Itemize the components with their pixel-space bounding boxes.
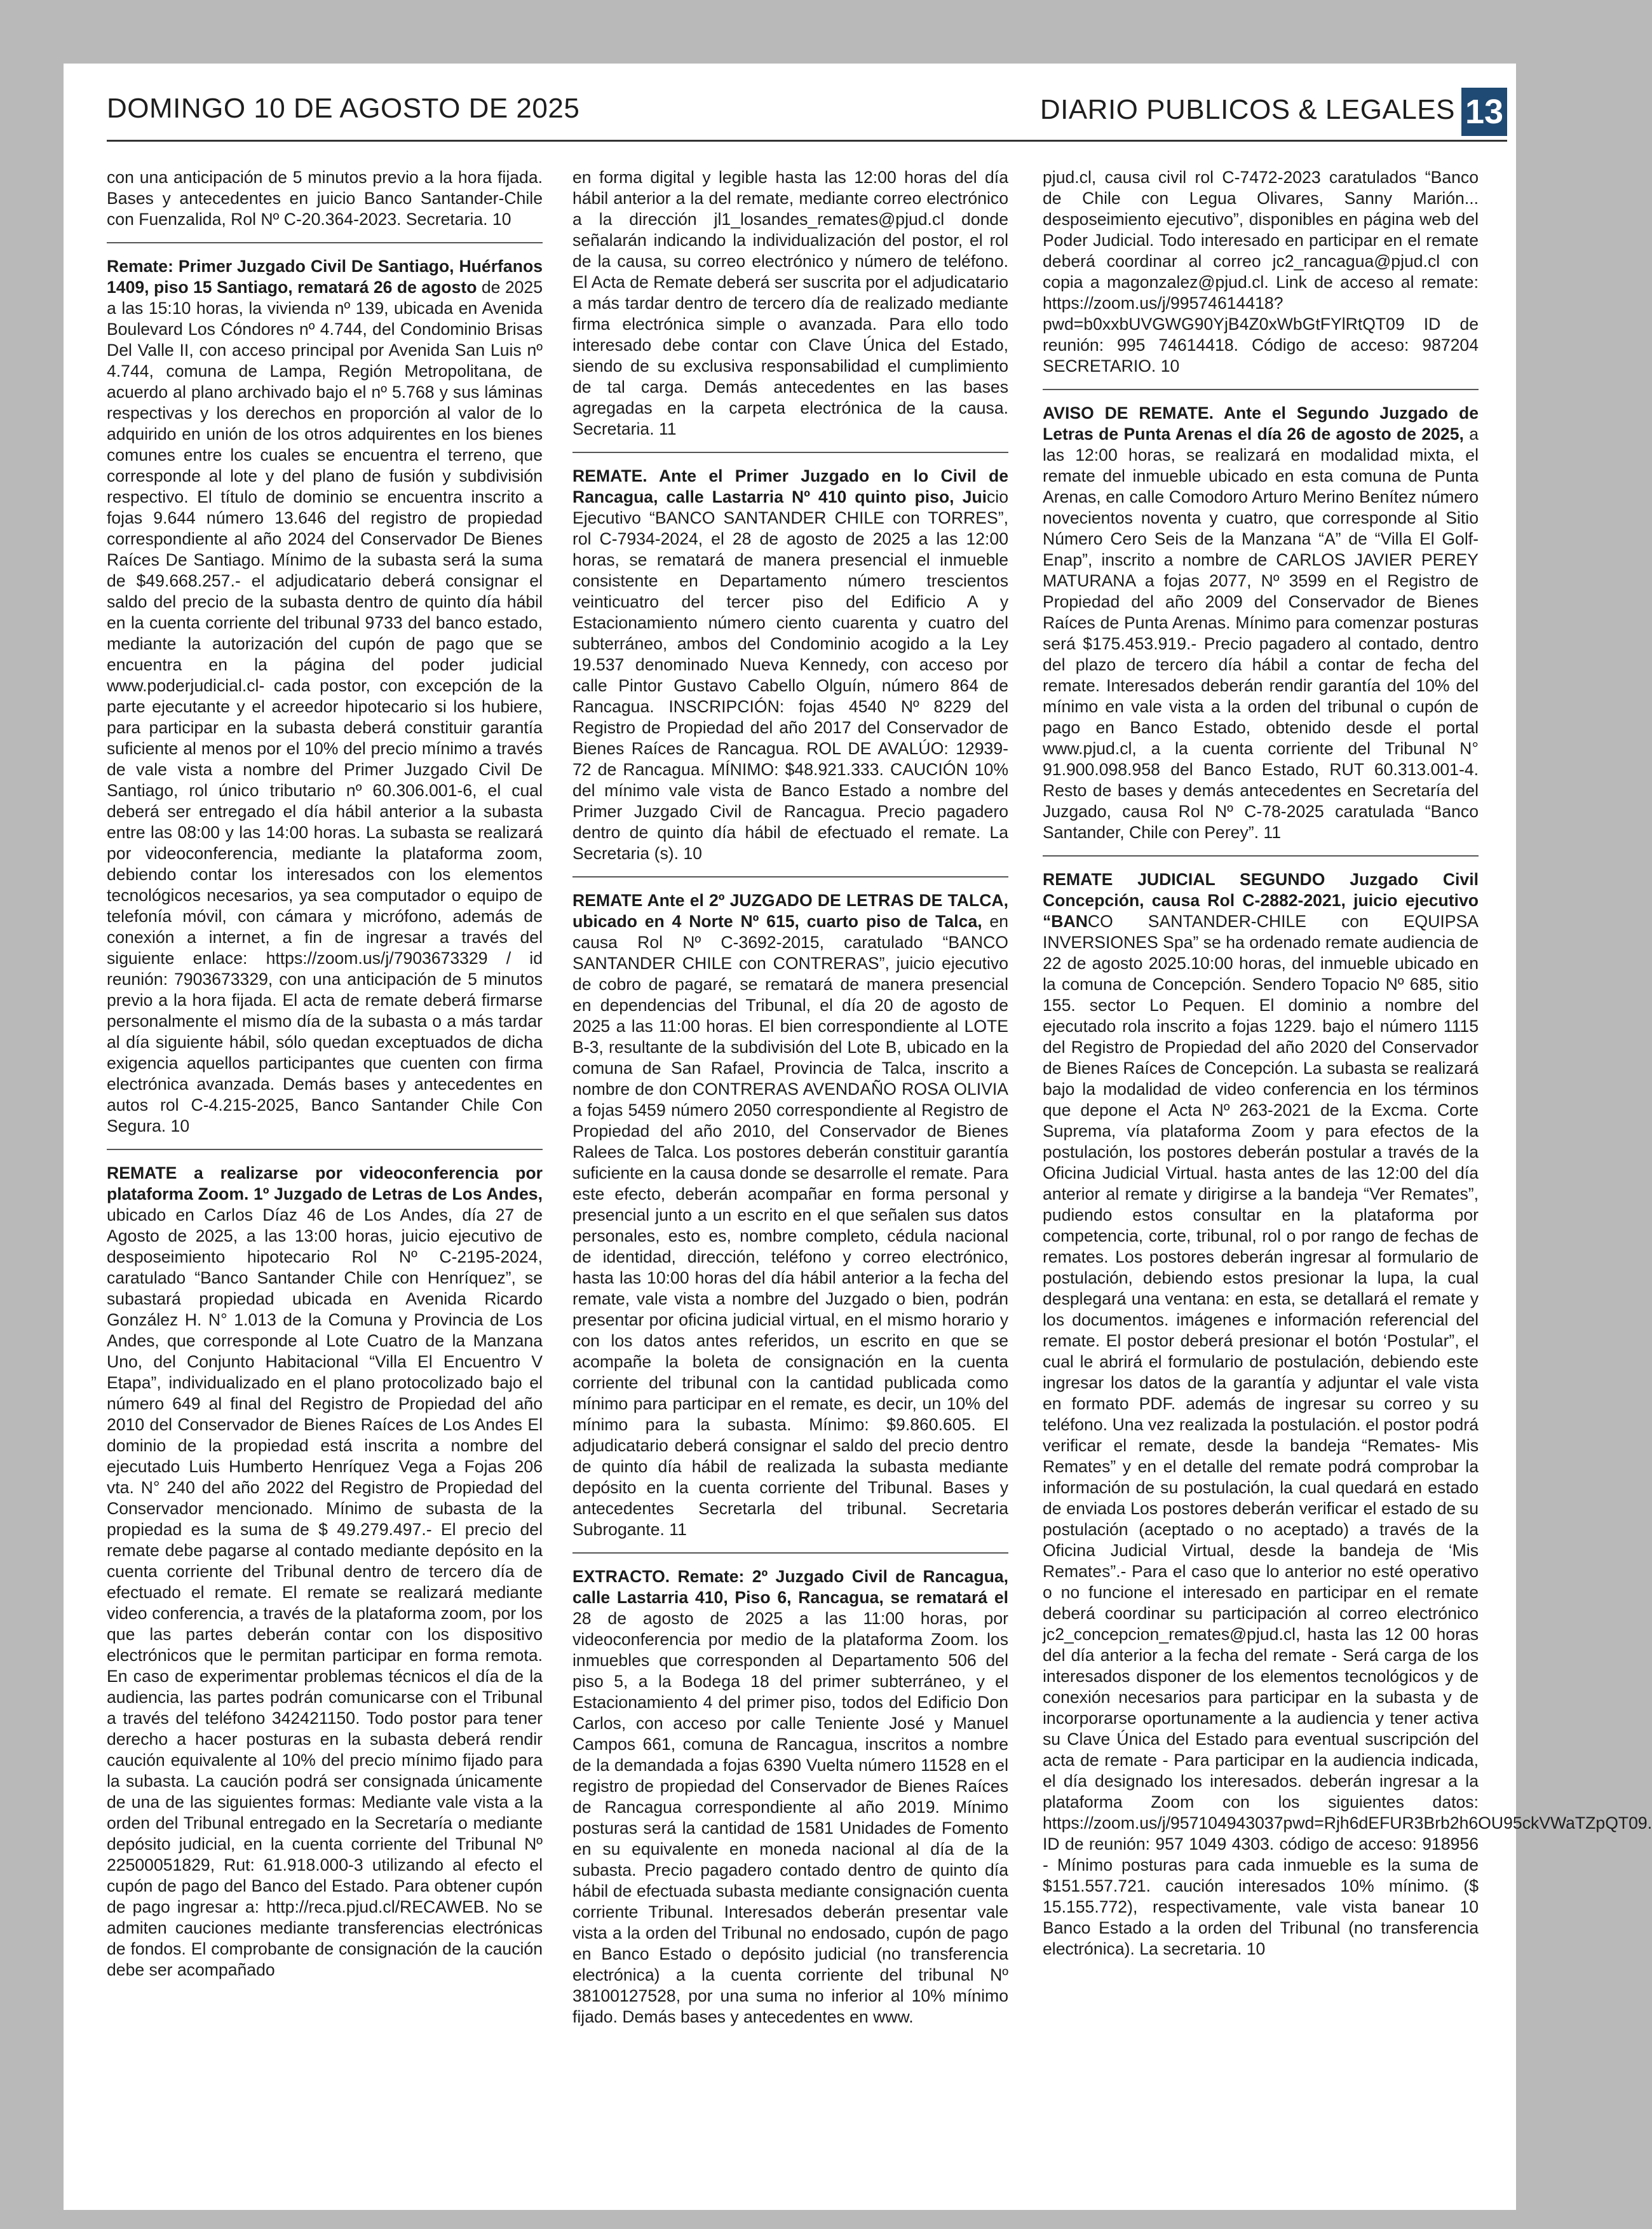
notice-body: con una anticipación de 5 minutos previo a la hora fijada. Bases y antecedentes en juicio Banco Santander-Chile con Fuenzalida, Rol Nº C-20.364-2023. Secretaria. 10	[107, 168, 543, 229]
notice-divider	[1043, 855, 1479, 857]
legal-notice	[572, 890, 1008, 1540]
notice-heading: EXTRACTO. Remate: 2º Juzgado Civil de Rancagua, calle Lastarria 410, Piso 6, Rancagua, se rematará el	[572, 1567, 1008, 1607]
notice-body: en causa Rol Nº C-3692-2015, caratulado “BANCO SANTANDER CHILE con CONTRERAS”, juicio ejecutivo de cobro de pagaré, se rematará de manera presencial en dependencias del Tribunal, el día 20 de agosto de 2025 a las 11:00 horas. El bien correspondiente al LOTE B-3, resultante de la subdivisión del Lote B, ubicado en la comuna de San Rafael, Provincia de Talca, inscrito a nombre de don CONTRERAS AVENDAÑO ROSA OLIVIA a fojas 5459 número 2050 correspondiente al Registro de Propiedad del año 2010, del Conservador de Bienes Ralees de Talca. Los postores deberán constituir garantía suficiente en la causa donde se desarrolle el remate. Para este efecto, deberán acompañar en forma personal y presencial junto a un escrito en el que señalen sus datos personales, esto es, nombre completo, cédula nacional de identidad, dirección, teléfono y correo electrónico, hasta las 10:00 horas del día hábil anterior a la fecha del remate, vale vista a nombre del Juzgado o bien, podrán presentar por oficina judicial virtual, en el mismo horario y con los datos antes referidos, un escrito en que se acompañe la boleta de consignación en la cuenta corriente del tribunal con la cantidad publicada como mínimo para participar en el remate, es decir, un 10% del mínimo para la subasta. Mínimo: $9.860.605. El adjudicatario deberá consignar el saldo del precio dentro de quinto día hábil de realizada la subasta mediante depósito en la cuenta corriente del Tribunal. Bases y antecedentes Secretarla del tribunal. Secretaria Subrogante. 11	[572, 912, 1008, 1539]
header-divider	[107, 140, 1507, 142]
notice-divider	[572, 452, 1008, 453]
notice-heading: REMATE. Ante el Primer Juzgado en lo Civil de Rancagua, calle Lastarria Nº 410 quinto piso, Jui	[572, 466, 1008, 506]
legal-notice	[107, 167, 543, 230]
issue-date: DOMINGO 10 DE AGOSTO DE 2025	[107, 93, 580, 124]
column-3	[1043, 167, 1652, 2188]
notice-divider	[1043, 389, 1479, 390]
notices-area	[107, 167, 1652, 2188]
notice-body: a las 12:00 horas, se realizará en modalidad mixta, el remate del inmueble ubicado en esta comuna de Punta Arenas, en calle Comodoro Arturo Merino Benítez número novecientos noventa y cuatro, que corresponde al Sitio Número Cero Seis de la Manzana “A” de “Villa El Golf- Enap”, inscrito a nombre de CARLOS JAVIER PEREY MATURANA a fojas 2077, Nº 3599 en el Registro de Propiedad del año 2009 del Conservador de Bienes Raíces de Punta Arenas. Mínimo para comenzar posturas será $175.453.919.- Precio pagadero al contado, dentro del plazo de tercero día hábil a contar de fecha del remate. Interesados deberán rendir garantía del 10% del mínimo en vale vista a la orden del tribunal o cupón de pago en Banco Estado, obtenido desde el portal www.pjud.cl, a la cuenta corriente del Tribunal N° 91.900.098.958 del Banco Estado, RUT 60.313.001-4. Resto de bases y demás antecedentes en Secretaría del Juzgado, causa Rol Nº C-78-2025 caratulada “Banco Santander, Chile con Perey”. 11	[1043, 424, 1479, 842]
notice-heading: REMATE JUDICIAL SEGUNDO Juzgado Civil Concepción, causa Rol C-2882-2021, juicio ejecutivo “BAN	[1043, 870, 1479, 931]
column-1	[107, 167, 543, 2188]
notice-body: cio Ejecutivo “BANCO SANTANDER CHILE con TORRES”, rol C-7934-2024, el 28 de agosto de 2025 a las 12:00 horas, se rematará de manera presencial el inmueble consistente en Departamento número trescientos veinticuatro del tercer piso del Edificio A y Estacionamiento número ciento cuarenta y cuatro del subterráneo, ambos del Condominio acogido a la Ley 19.537 denominado Nueva Kennedy, con acceso por calle Pintor Gustavo Cabello Olguín, número 864 de Rancagua. INSCRIPCIÓN: fojas 4540 Nº 8229 del Registro de Propiedad del año 2017 del Conservador de Bienes Raíces de Rancagua. ROL DE AVALÚO: 12939-72 de Rancagua. MÍNIMO: $48.921.333. CAUCIÓN 10% del mínimo vale vista de Banco Estado a nombre del Primer Juzgado Civil de Rancagua. Precio pagadero dentro de quinto día hábil de efectuado el remate. La Secretaria (s). 10	[572, 487, 1008, 863]
notice-heading: AVISO DE REMATE. Ante el Segundo Juzgado de Letras de Punta Arenas el día 26 de agosto de 2025,	[1043, 403, 1479, 444]
notice-divider	[572, 876, 1008, 877]
notice-heading: REMATE a realizarse por videoconferencia por plataforma Zoom. 1º Juzgado de Letras de Los Andes,	[107, 1163, 543, 1203]
page-header	[107, 89, 1507, 139]
notice-divider	[107, 242, 543, 243]
notice-body: de 2025 a las 15:10 horas, la vivienda nº 139, ubicada en Avenida Boulevard Los Cóndores nº 4.744, del Condominio Brisas Del Valle II, con acceso principal por Avenida San Luis nº 4.744, comuna de Lampa, Región Metropolitana, de acuerdo al plano archivado bajo el nº 5.768 y sus láminas respectivas y los derechos en proporción al valor de lo adquirido en unión de los otros adquirentes en los bienes comunes entre los cuales se encuentra el terreno, que corresponde al lote y del plano de fusión y subdivisión respectivo. El título de dominio se encuentra inscrito a fojas 9.644 número 13.646 del registro de propiedad correspondiente al año 2024 del Conservador De Bienes Raíces De Santiago. Mínimo de la subasta será la suma de $49.668.257.- el adjudicatario deberá consignar el saldo del precio de la subasta dentro de quinto día hábil en la cuenta corriente del tribunal 9733 del banco estado, mediante la autorización del cupón de pago que se encuentra en la página del poder judicial www.poderjudicial.cl- cada postor, con excepción de la parte ejecutante y el acreedor hipotecario si los hubiere, para participar en la subasta deberá constituir garantía suficiente al menos por el 10% del precio mínimo a través de vale vista a nombre del Primer Juzgado Civil De Santiago, rol único tributario nº 60.306.001-6, el cual deberá ser entregado el día hábil anterior a la subasta entre las 08:00 y las 14:00 horas. La subasta se realizará por videoconferencia, mediante la plataforma zoom, debiendo contar los interesados con los elementos tecnológicos necesarios, ya sea computador o equipo de telefonía móvil, con cámara y micrófono, además de conexión a internet, a fin de ingresar a través del siguiente enlace: https://zoom.us/j/7903673329 / id reunión: 7903673329, con una anticipación de 5 minutos previo a la hora fijada. El acta de remate deberá firmarse personalmente el mismo día de la subasta o a más tardar al día siguiente hábil, sólo quedan exceptuados de dicha exigencia aquellos participantes que cuenten con firma electrónica avanzada. Demás bases y antecedentes en autos rol C-4.215-2025, Banco Santander Chile Con Segura. 10	[107, 278, 543, 1135]
notice-body: CO SANTANDER-CHILE con EQUIPSA INVERSIONES Spa” se ha ordenado remate audiencia de 22 de agosto 2025.10:00 horas, del inmueble ubicado en la comuna de Concepción. Sendero Topacio Nº 685, sitio 155. sector Lo Pequen. El dominio a nombre del ejecutado rola inscrito a fojas 1229. bajo el número 1115 del Registro de Propiedad del año 2020 del Conservador de Bienes Raíces de Concepción. La subasta se realizará bajo la modalidad de video conferencia en los términos que depone el Acta Nº 263-2021 de la Excma. Corte Suprema, vía plataforma Zoom y para efectos de la postulación, los postores deberán postular a través de la Oficina Judicial Virtual. hasta antes de las 12:00 del día anterior al remate y dirigirse a la bandeja “Ver Remates”, pudiendo estos consultar en la plataforma por competencia, corte, tribunal, rol o por rango de fechas de remates. Los postores deberán ingresar al formulario de postulación, debiendo estos presionar la lupa, la cual desplegará una ventana: en esta, se detallará el remate y los documentos. imágenes e información referencial del remate. El postor deberá presionar el botón ‘Postular”, el cual le abrirá el formulario de postulación, debiendo este ingresar los datos de la garantía y adjuntar el vale vista en formato PDF. además de ingresar su correo y su teléfono. Una vez realizada la postulación. el postor podrá verificar el remate, desde la bandeja “Remates- Mis Remates” y en el detalle del remate podrá comprobar la información de su postulación, la cual quedará en estado de enviada Los postores deberán verificar el estado de su postulación (aceptado o no aceptado) a través de la Oficina Judicial Virtual, desde la bandeja de ‘Mis Remates”.- Para el caso que lo anterior no esté operativo o no funcione el interesado en participar en el remate deberá coordinar su participación al correo electrónico jc2_concepcion_remates@pjud.cl, hasta las 12 00 horas del día anterior a la fecha del remate - Será carga de los interesados disponer de los elementos tecnológicos y de conexión necesarios para participar en la subasta y de incorporarse oportunamente a la audiencia y tener activa su Clave Única del Estado para eventual suscripción del acta de remate - Para participar en la audiencia indicada, el día designado los interesados. deberán ingresar a la plataforma Zoom con los siguientes datos: https://zoom.us/j/957104943037pwd=Rjh6dEFUR3Brb2h6OU95ckVWaTZpQT09. ID de reunión: 957 1049 4303. código de acceso: 918956 - Mínimo posturas para cada inmueble es la suma de $151.557.721. caución interesados 10% mínimo. ($ 15.155.772), respectivamente, vale vista banear 10 Banco Estado a la orden del Tribunal (no transferencia electrónica). La secretaria. 10	[1043, 912, 1652, 1958]
legal-notice	[107, 1163, 543, 1981]
legal-notice	[572, 1566, 1008, 2028]
page-number-badge: 13	[1461, 88, 1507, 136]
notice-heading: Remate: Primer Juzgado Civil De Santiago, Huérfanos 1409, piso 15 Santiago, rematará 26 de agosto	[107, 257, 543, 297]
newspaper-page	[64, 64, 1652, 2210]
legal-notice	[107, 256, 543, 1137]
notice-body: ubicado en Carlos Díaz 46 de Los Andes, día 27 de Agosto de 2025, a las 13:00 horas, juicio ejecutivo de desposeimiento hipotecario Rol Nº C-2195-2024, caratulado “Banco Santander Chile con Henríquez”, se subastará propiedad ubicada en Avenida Ricardo González H. N° 1.013 de la Comuna y Provincia de Los Andes, que corresponde al Lote Cuatro de la Manzana Uno, del Conjunto Habitacional “Villa El Encuentro V Etapa”, individualizado en el plano protocolizado bajo el número 649 al final del Registro de Propiedad del año 2010 del Conservador de Bienes Raíces de Los Andes El dominio de la propiedad está inscrita a nombre del ejecutado Luis Humberto Henríquez Vega a Fojas 206 vta. N° 240 del año 2022 del Registro de Propiedad del Conservador mencionado. Mínimo de subasta de la propiedad es la suma de $ 49.279.497.- El precio del remate debe pagarse al contado mediante depósito en la cuenta corriente del Tribunal dentro de tercero día de efectuado el remate. El remate se realizará mediante video conferencia, a través de la plataforma zoom, por los que las partes deberán contar con los dispositivo electrónicos que le permitan participar en forma remota. En caso de experimentar problemas técnicos el día de la audiencia, las partes podrán comunicarse con el Tribunal a través del teléfono 342421150. Todo postor para tener derecho a hacer posturas en la subasta deberá rendir caución equivalente al 10% del precio mínimo fijado para la subasta. La caución podrá ser consignada únicamente de una de las siguientes formas: Mediante vale vista a la orden del Tribunal entregado en la Secretaría o mediante depósito judicial, en la cuenta corriente del Tribunal Nº 22500051829, Rut: 61.918.000-3 utilizando al efecto el cupón de pago del Banco del Estado. Para obtener cupón de pago ingresar a: http://reca.pjud.cl/RECAWEB. No se admiten cauciones mediante transferencias electrónicas de fondos. El comprobante de consignación de la caución debe ser acompañado	[107, 1205, 543, 1979]
legal-notice	[1043, 403, 1479, 843]
publication-name: DIARIO PUBLICOS & LEGALES	[1039, 94, 1455, 125]
notice-body: en forma digital y legible hasta las 12:00 horas del día hábil anterior a la del remate, mediante correo electrónico a la dirección jl1_losandes_remates@pjud.cl donde señalarán indicando la individualización del postor, el rol de la causa, su correo electrónico y número de teléfono. El Acta de Remate deberá ser suscrita por el adjudicatario a más tardar dentro de tercero día de realizado mediante firma electrónica simple o avanzada. Para ello todo interesado debe contar con Clave Única del Estado, siendo de su exclusiva responsabilidad el cumplimiento de tal carga. Demás antecedentes en las bases agregadas en la carpeta electrónica de la causa. Secretaria. 11	[572, 168, 1008, 438]
legal-notice	[572, 466, 1008, 864]
notice-body: pjud.cl, causa civil rol C-7472-2023 caratulados “Banco de Chile con Legua Olivares, Sanny Marión... desposeimiento ejecutivo”, disponibles en página web del Poder Judicial. Todo interesado en participar en el remate deberá coordinar al correo jc2_rancagua@pjud.cl con copia a magonzalez@pjud.cl. Link de acceso al remate: https://zoom.us/j/99574614418?pwd=b0xxbUVGWG90YjB4Z0xWbGtFYlRtQT09 ID de reunión: 995 74614418. Código de acceso: 987204 SECRETARIO. 10	[1043, 168, 1479, 376]
notice-body: 28 de agosto de 2025 a las 11:00 horas, por videoconferencia por medio de la plataforma Zoom. los inmuebles que corresponden al Departamento 506 del piso 5, a la Bodega 18 del primer subterráneo, y el Estacionamiento 4 del primer piso, todos del Edificio Don Carlos, con acceso por calle Teniente José y Manuel Campos 661, comuna de Rancagua, inscritos a nombre de la demandada a fojas 6390 Vuelta número 11528 en el registro de propiedad del Conservador de Bienes Raíces de Rancagua correspondiente al año 2019. Mínimo posturas será la cantidad de 1581 Unidades de Fomento en su equivalente en moneda nacional al día de la subasta. Precio pagadero contado dentro de quinto día hábil de efectuada subasta mediante consignación cuenta corriente Tribunal. Interesados deberán presentar vale vista a la orden del Tribunal no endosado, cupón de pago en Banco Estado o depósito judicial (no transferencia electrónica) a la cuenta corriente del tribunal Nº 38100127528, por una suma no inferior al 10% mínimo fijado. Demás bases y antecedentes en www.	[572, 1609, 1008, 2026]
legal-notice	[1043, 167, 1479, 377]
column-2	[572, 167, 1008, 2188]
notice-divider	[572, 1552, 1008, 1554]
notice-divider	[107, 1149, 543, 1150]
legal-notice	[572, 167, 1008, 440]
notice-heading: REMATE Ante el 2º JUZGADO DE LETRAS DE TALCA, ubicado en 4 Norte Nº 615, cuarto piso de Talca,	[572, 891, 1008, 931]
legal-notice	[1043, 869, 1652, 1960]
